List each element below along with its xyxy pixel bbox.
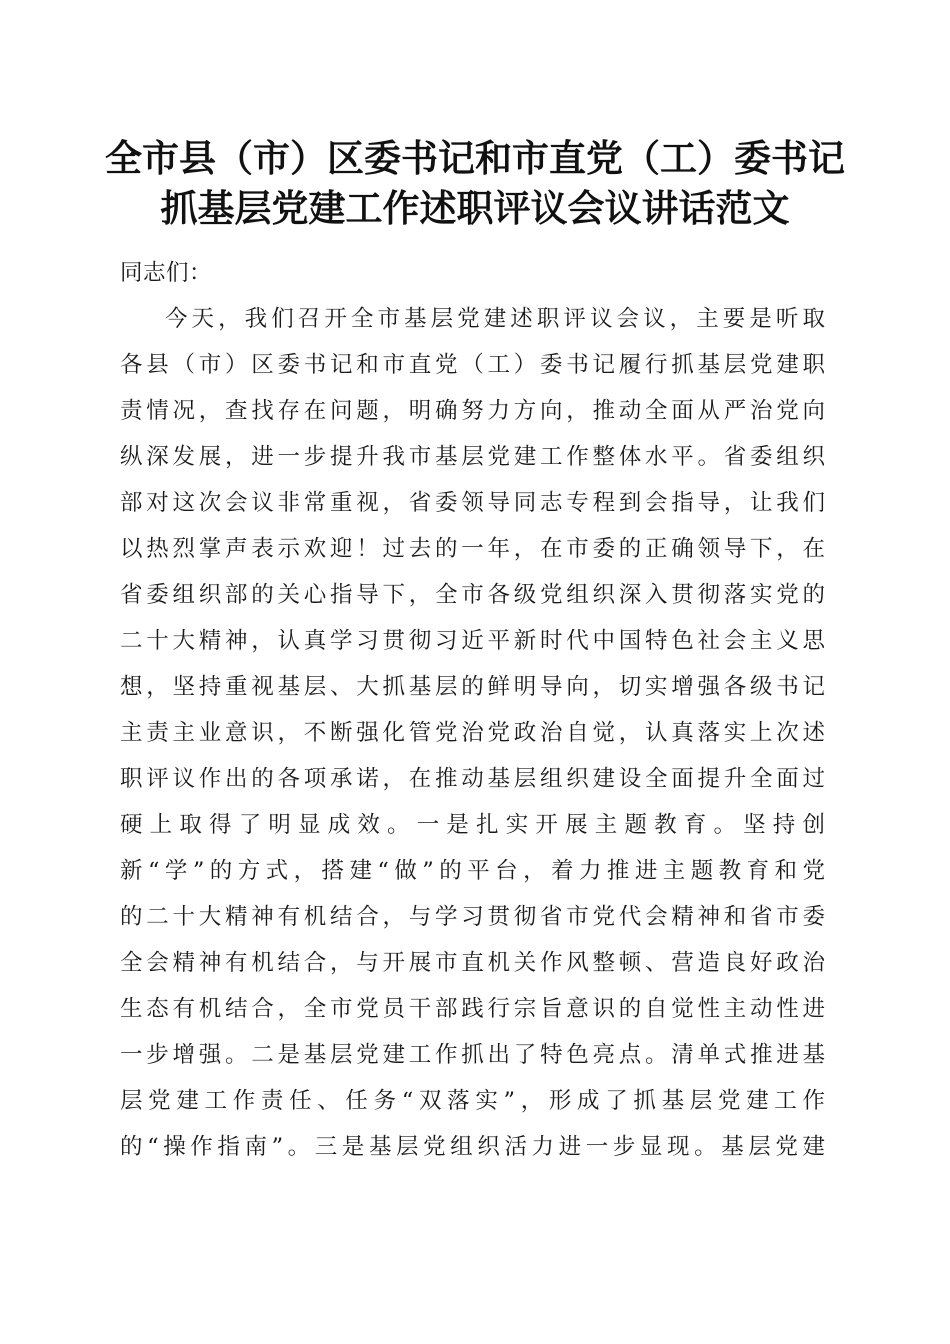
paragraph-line: 部对这次会议非常重视，省委领导同志专程到会指导，让我们 bbox=[120, 490, 825, 516]
paragraph-line: 一步增强。二是基层党建工作抓出了特色亮点。清单式推进基 bbox=[120, 1042, 825, 1068]
paragraph-line: 责情况，查找存在问题，明确努力方向，推动全面从严治党向 bbox=[120, 398, 825, 424]
paragraph-line: 的“操作指南”。三是基层党组织活力进一步显现。基层党建 bbox=[120, 1134, 825, 1160]
paragraph-line: 生态有机结合，全市党员干部践行宗旨意识的自觉性主动性进 bbox=[120, 996, 825, 1022]
paragraph-line: 职评议作出的各项承诺，在推动基层组织建设全面提升全面过 bbox=[120, 766, 825, 792]
paragraph-line: 新“学”的方式，搭建“做”的平台，着力推进主题教育和党 bbox=[120, 858, 825, 884]
paragraph-line: 二十大精神，认真学习贯彻习近平新时代中国特色社会主义思 bbox=[120, 628, 825, 654]
document-title-line-1: 全市县（市）区委书记和市直党（工）委书记 bbox=[105, 137, 845, 180]
paragraph-line: 想，坚持重视基层、大抓基层的鲜明导向，切实增强各级书记 bbox=[120, 674, 825, 700]
paragraph-line: 纵深发展，进一步提升我市基层党建工作整体水平。省委组织 bbox=[120, 444, 825, 470]
paragraph-line: 硬上取得了明显成效。一是扎实开展主题教育。坚持创 bbox=[120, 812, 825, 838]
paragraph-line: 主责主业意识，不断强化管党治党政治自觉，认真落实上次述 bbox=[120, 720, 825, 746]
document-title-line-2: 抓基层党建工作述职评议会议讲话范文 bbox=[160, 187, 790, 230]
salutation: 同志们： bbox=[120, 260, 213, 286]
paragraph-line: 全会精神有机结合，与开展市直机关作风整顿、营造良好政治 bbox=[120, 950, 825, 976]
document-body bbox=[120, 250, 825, 1170]
paragraph-line: 省委组织部的关心指导下，全市各级党组织深入贯彻落实党的 bbox=[120, 582, 825, 608]
paragraph-line: 以热烈掌声表示欢迎！过去的一年，在市委的正确领导下，在 bbox=[120, 536, 825, 562]
paragraph-line: 各县（市）区委书记和市直党（工）委书记履行抓基层党建职 bbox=[120, 352, 825, 378]
paragraph-line: 的二十大精神有机结合，与学习贯彻省市党代会精神和省市委 bbox=[120, 904, 825, 930]
paragraph-line: 层党建工作责任、任务“双落实”，形成了抓基层党建工作 bbox=[120, 1088, 825, 1114]
paragraph-line: 今天，我们召开全市基层党建述职评议会议，主要是听取 bbox=[165, 306, 825, 332]
